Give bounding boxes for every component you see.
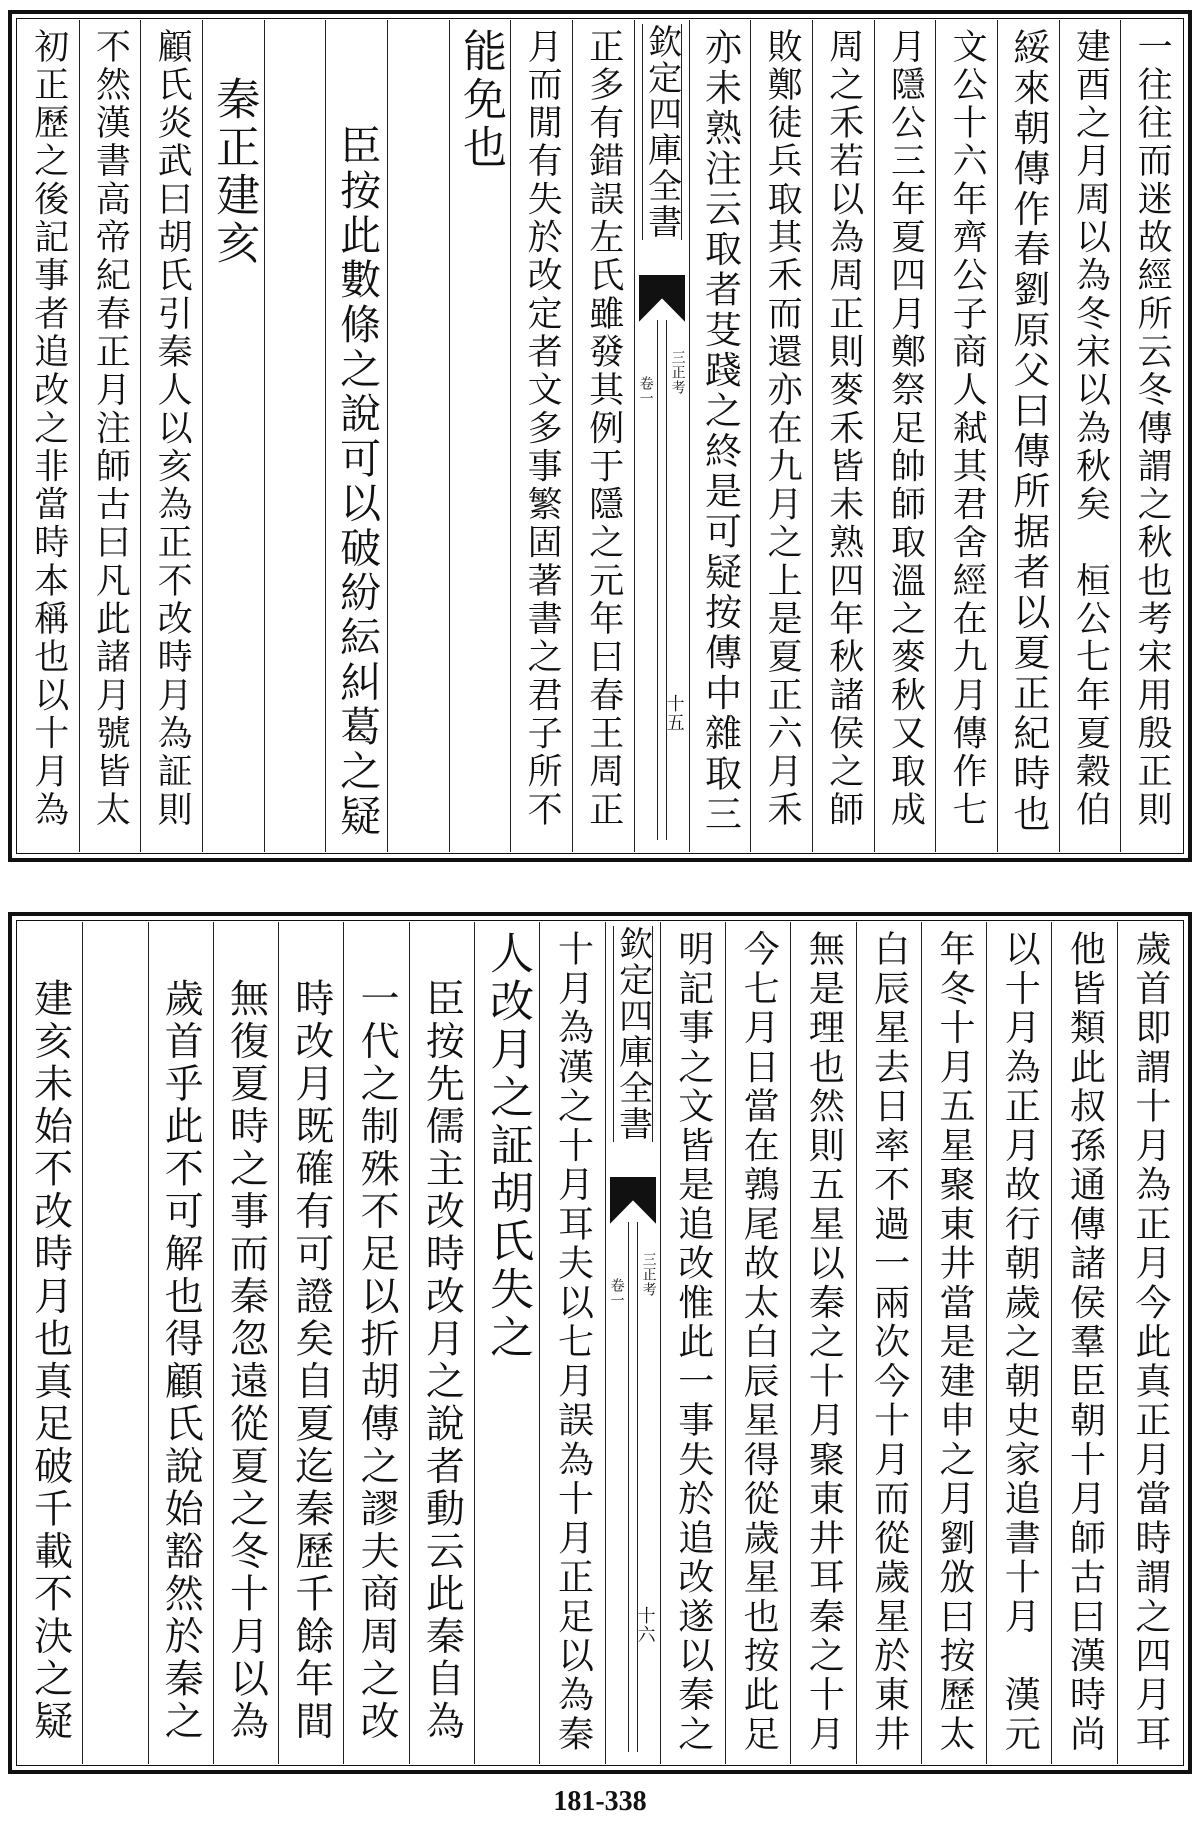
page-panel-top [8,10,1192,862]
gutter-title: 欽定四庫全書 [641,24,682,240]
text-column [660,922,725,1764]
column-text: 月隱公三年夏四月鄭祭足帥師取溫之麥秋又取成 [885,28,926,830]
text-column [921,922,986,1764]
text-column [874,20,936,852]
gutter-volume: 卷一 [608,1278,625,1308]
column-text: 周之禾若以為周正則麥禾皆未熟四年秋諸侯之師 [823,28,864,830]
text-column [79,20,141,852]
column-text: 白辰星去日率不過一兩次今十月而從歲星於東井 [868,930,910,1755]
text-columns [18,20,1182,852]
text-column [18,20,79,852]
text-column [278,922,343,1764]
column-text: 歲首即謂十月為正月今此真正月當時謂之四月耳 [1129,930,1171,1755]
column-text: 秦正建亥 [208,76,260,268]
gutter-rule [628,1222,638,1752]
text-column [202,20,264,852]
column-text: 臣按此數條之說可以破紛紜糾葛之疑 [333,124,382,840]
gutter-book-title: 三正考 [669,350,686,395]
column-text: 文公十六年齊公子商人弒其君舍經在九月傳作七 [947,28,988,830]
column-text: 人改月之証胡氏失之 [482,930,534,1362]
text-column [572,20,634,852]
text-column [343,922,408,1764]
gutter-leaf-number: 十五 [663,694,685,732]
text-column [935,20,997,852]
text-column [409,922,474,1764]
text-column [18,922,82,1764]
column-text: 正多有錯誤左氏雖發其例于隱之元年曰春王周正 [583,28,624,830]
text-column [790,922,855,1764]
column-text: 建亥未始不改時月也真足破千載不決之疑 [27,978,73,1744]
text-column [264,20,326,852]
text-column [325,20,387,852]
column-text: 明記事之文皆是追改惟此一事失於追改遂以秦之 [672,930,714,1755]
column-text: 不然漢書高帝紀春正月注師古曰凡此諸月號皆太 [90,28,131,830]
column-text: 亦未熟注云取者芟踐之終是可疑按傳中雜取三 [698,28,742,835]
text-column [1059,20,1121,852]
text-column [539,922,604,1764]
column-text: 初正歷之後記事者追改之非當時本稱也以十月為 [28,28,69,830]
gutter-rule [657,320,667,840]
column-text: 綏來朝傳作春劉原父曰傳所据者以夏正紀時也 [1006,28,1050,835]
text-column [510,20,572,852]
page-number: 181-338 [553,1786,647,1817]
text-column [1117,922,1182,1764]
text-column [689,20,751,852]
column-text: 以十月為正月故行朝歲之朝史家追書十月 漢元 [999,930,1041,1755]
text-column [213,922,278,1764]
column-text: 月而閒有失於改定者文多事繁固著書之君子所不 [522,28,563,830]
page-panel-bottom [8,912,1192,1774]
text-column [1120,20,1182,852]
text-column [387,20,449,852]
column-text: 他皆類此叔孫通傳諸侯羣臣朝十月師古曰漢時尚 [1064,930,1106,1755]
column-text: 一代之制殊不足以折胡傳之謬夫商周之改 [354,978,400,1744]
text-column [812,20,874,852]
text-column [725,922,790,1764]
gutter-volume: 卷一 [637,376,654,406]
column-text: 顧氏炎武曰胡氏引秦人以亥為正不改時月為証則 [152,28,193,830]
column-text: 臣按先儒主改時改月之說者動云此秦自為 [419,978,465,1744]
text-column [986,922,1051,1764]
column-text: 敗鄭徒兵取其禾而還亦在九月之上是夏正六月禾 [762,28,803,830]
column-text: 建酉之月周以為冬宋以為秋矣 桓公七年夏穀伯 [1070,28,1111,830]
column-text: 今七月日當在鶉尾故太白辰星得從歲星也按此足 [738,930,780,1755]
text-column [1051,922,1116,1764]
gutter-leaf-number: 十六 [634,1606,656,1644]
text-column [82,922,147,1764]
page-gutter [634,20,689,852]
gutter-title: 欽定四庫全書 [612,926,653,1142]
page-gutter [605,922,660,1764]
text-column [856,922,921,1764]
text-column [148,922,213,1764]
text-column [449,20,511,852]
column-text: 無是理也然則五星以秦之十月聚東井耳秦之十月 [803,930,845,1755]
text-column [474,922,539,1764]
gutter-book-title: 三正考 [640,1252,657,1297]
text-columns [18,922,1182,1764]
column-text: 年冬十月五星聚東井當是建申之月劉攽曰按歷太 [933,930,975,1755]
column-text: 無復夏時之事而秦忽遠從夏之冬十月以為 [223,978,269,1744]
column-text: 一往往而迷故經所云冬傳謂之秋也考宋用殷正則 [1132,28,1173,830]
text-column [997,20,1059,852]
text-column [750,20,812,852]
column-text: 能免也 [454,28,506,172]
text-column [140,20,202,852]
column-text: 時改月既確有可證矣自夏迄秦歷千餘年間 [288,978,334,1744]
column-text: 十月為漢之十月耳夫以七月誤為十月正足以為秦 [552,930,594,1755]
column-text: 歲首乎此不可解也得顧氏說始豁然於秦之 [158,978,204,1744]
